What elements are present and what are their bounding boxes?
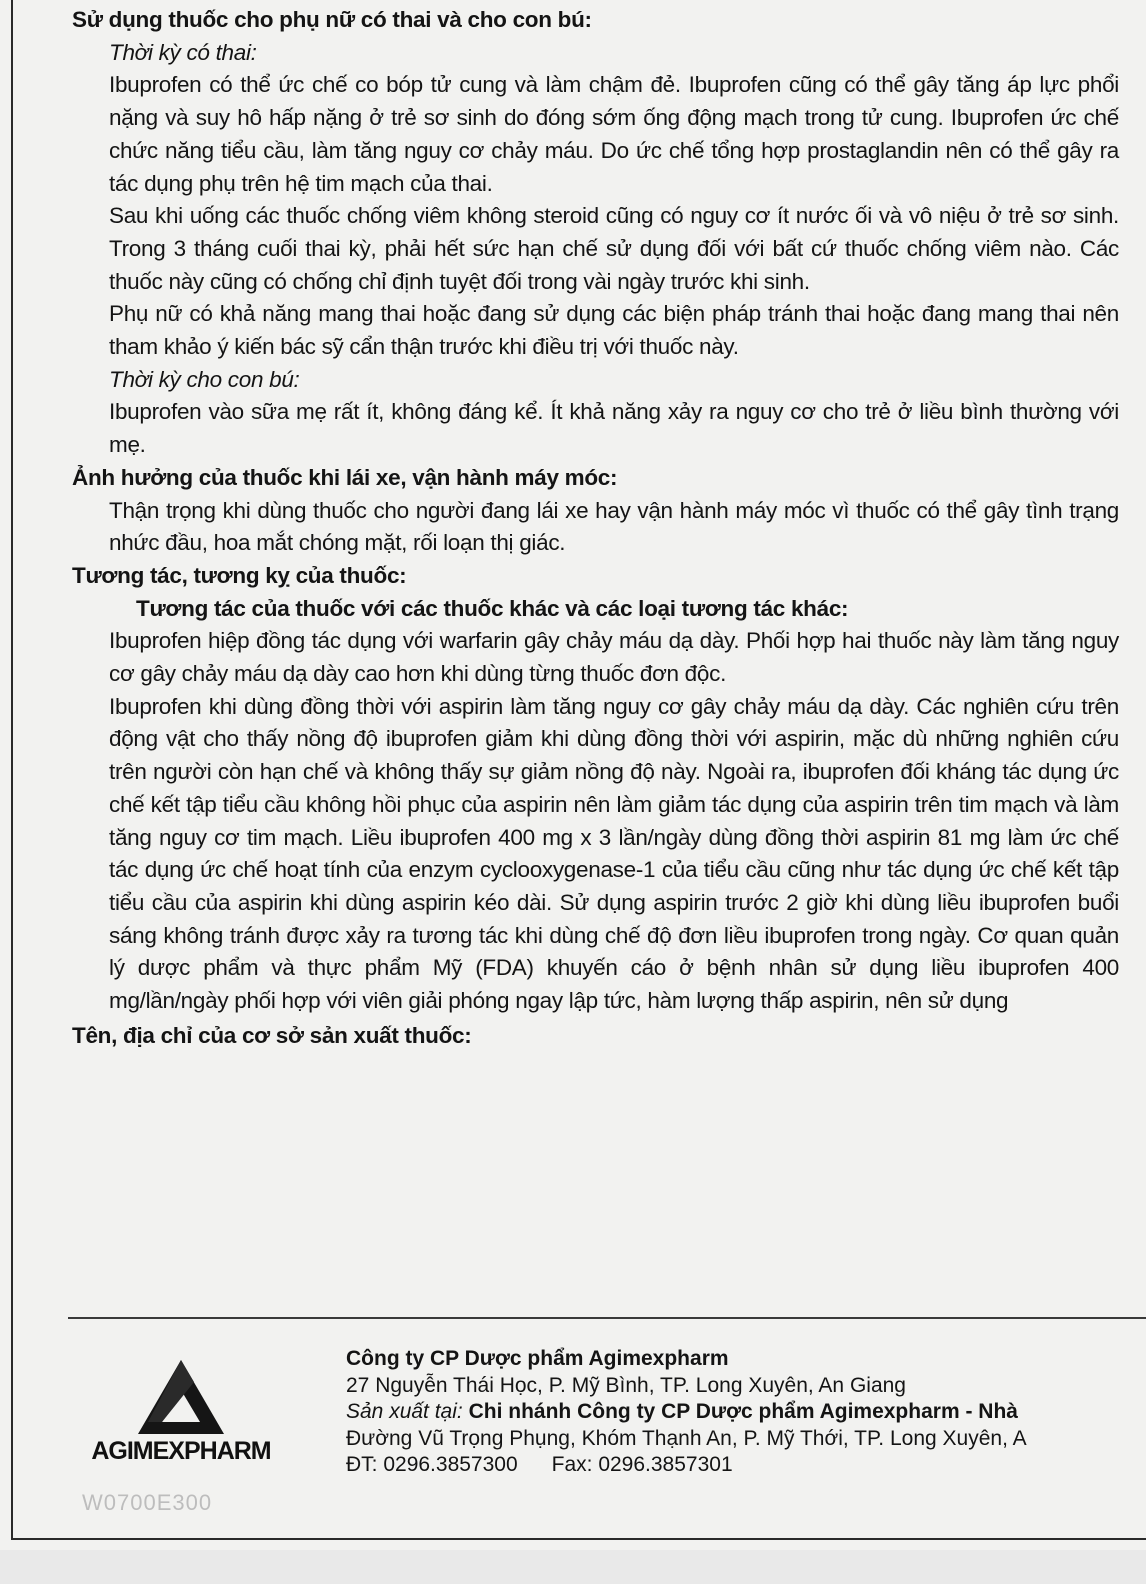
interaction-subheading: Tương tác của thuốc với các thuốc khác và các loại tương tác khác:: [136, 595, 849, 621]
contact-line: [346, 1452, 1146, 1479]
company-info: [346, 1346, 1146, 1479]
interaction-paragraph-1: Ibuprofen hiệp đồng tác dụng với warfarin gây chảy máu dạ dày. Phối hợp hai thuốc này làm tăng nguy cơ gây chảy máu dạ dày cao hơn khi dùng từng thuốc đơn độc.: [109, 628, 1119, 687]
produced-at-name: Chi nhánh Công ty CP Dược phẩm Agimexpharm - Nhà: [468, 1400, 1018, 1423]
driving-heading: Ảnh hưởng của thuốc khi lái xe, vận hành máy móc:: [72, 464, 618, 490]
production-site: [346, 1399, 1146, 1426]
lactation-paragraph: Ibuprofen vào sữa mẹ rất ít, không đáng kể. Ít khả năng xảy ra nguy cơ cho trẻ ở liều bình thường với mẹ.: [109, 399, 1119, 458]
pregnancy-paragraph-3: Phụ nữ có khả năng mang thai hoặc đang sử dụng các biện pháp tránh thai hoặc đang mang thai nên tham khảo ý kiến bác sỹ cẩn thận trước khi điều trị với thuốc này.: [109, 301, 1119, 360]
logo-wordmark: AGIMEXPHARM: [91, 1437, 271, 1465]
company-address: 27 Nguyễn Thái Học, P. Mỹ Bình, TP. Long Xuyên, An Giang: [346, 1373, 906, 1397]
footer-divider: [68, 1317, 1146, 1319]
frame-bottom-border: [11, 1538, 1146, 1540]
lactation-subheading: Thời kỳ cho con bú:: [109, 366, 300, 392]
lot-code: W0700E300: [82, 1490, 213, 1515]
driving-paragraph: Thận trọng khi dùng thuốc cho người đang lái xe hay vận hành máy móc vì thuốc có thể gây tình trạng nhức đầu, hoa mắt chóng mặt, rối loạn thị giác.: [109, 497, 1119, 556]
pregnancy-heading: Sử dụng thuốc cho phụ nữ có thai và cho con bú:: [72, 7, 592, 32]
company-logo: [76, 1360, 286, 1480]
agimexpharm-logo-icon: [138, 1360, 224, 1434]
interaction-heading: Tương tác, tương kỵ của thuốc:: [72, 562, 407, 588]
pregnancy-paragraph-1: Ibuprofen có thể ức chế co bóp tử cung và làm chậm đẻ. Ibuprofen cũng có thể gây tăng áp lực phổi nặng và suy hô hấp nặng ở trẻ sơ sinh do đóng sớm ống động mạch trong tử cung. Ibuprofen ức chế chức năng tiểu cầu, làm tăng nguy cơ chảy máu. Do ức chế tổng hợp prostaglandin nên có thể gây ra tác dụng phụ trên hệ tim mạch của thai.: [109, 72, 1119, 196]
produced-at-label: Sản xuất tại:: [346, 1400, 463, 1423]
leaflet-content: [72, 4, 1146, 1053]
pregnancy-paragraph-2: Sau khi uống các thuốc chống viêm không steroid cũng có nguy cơ ít nước ối và vô niệu ở trẻ sơ sinh. Trong 3 tháng cuối thai kỳ, phải hết sức hạn chế sử dụng đối với bất cứ thuốc chống viêm nào. Các thuốc này cũng có chống chỉ định tuyệt đối trong vài ngày trước khi sinh.: [109, 203, 1119, 294]
phone-number: ĐT: 0296.3857300: [346, 1453, 518, 1476]
manufacturer-heading: Tên, địa chỉ của cơ sở sản xuất thuốc:: [72, 1022, 472, 1048]
fax-number: Fax: 0296.3857301: [551, 1453, 733, 1476]
pregnancy-subheading: Thời kỳ có thai:: [109, 39, 257, 65]
company-name: Công ty CP Dược phẩm Agimexpharm: [346, 1347, 729, 1370]
interaction-paragraph-2: Ibuprofen khi dùng đồng thời với aspirin làm tăng nguy cơ gây chảy máu dạ dày. Các nghiên cứu trên động vật cho thấy nồng độ ibuprofen giảm khi dùng đồng thời với aspirin, mặc dù những nghiên cứu trên người còn hạn chế và không thấy sự giảm nồng độ này. Ngoài ra, ibuprofen đối kháng tác dụng ức chế kết tập tiểu cầu không hồi phục của aspirin nên làm giảm tác dụng của aspirin trên tim mạch và làm tăng nguy cơ tim mạch. Liều ibuprofen 400 mg x 3 lần/ngày dùng đồng thời aspirin 81 mg làm ức chế tác dụng ức chế hoạt tính của enzym cyclooxygenase-1 của tiểu cầu cũng như tác dụng ức chế kết tập tiểu cầu của aspirin khi dùng aspirin kéo dài. Sử dụng aspirin trước 2 giờ khi dùng liều ibuprofen buổi sáng không tránh được xảy ra tương tác khi dùng chế độ đơn liều ibuprofen trong ngày. Cơ quan quản lý dược phẩm và thực phẩm Mỹ (FDA) khuyến cáo ở bệnh nhân sử dụng liều ibuprofen 400 mg/lần/ngày phối hợp với viên giải phóng ngay lập tức, hàm lượng thấp aspirin, nên sử dụng: [109, 693, 1119, 1014]
frame-left-border: [11, 0, 13, 1540]
factory-address: Đường Vũ Trọng Phụng, Khóm Thạnh An, P. Mỹ Thới, TP. Long Xuyên, A: [346, 1426, 1027, 1450]
